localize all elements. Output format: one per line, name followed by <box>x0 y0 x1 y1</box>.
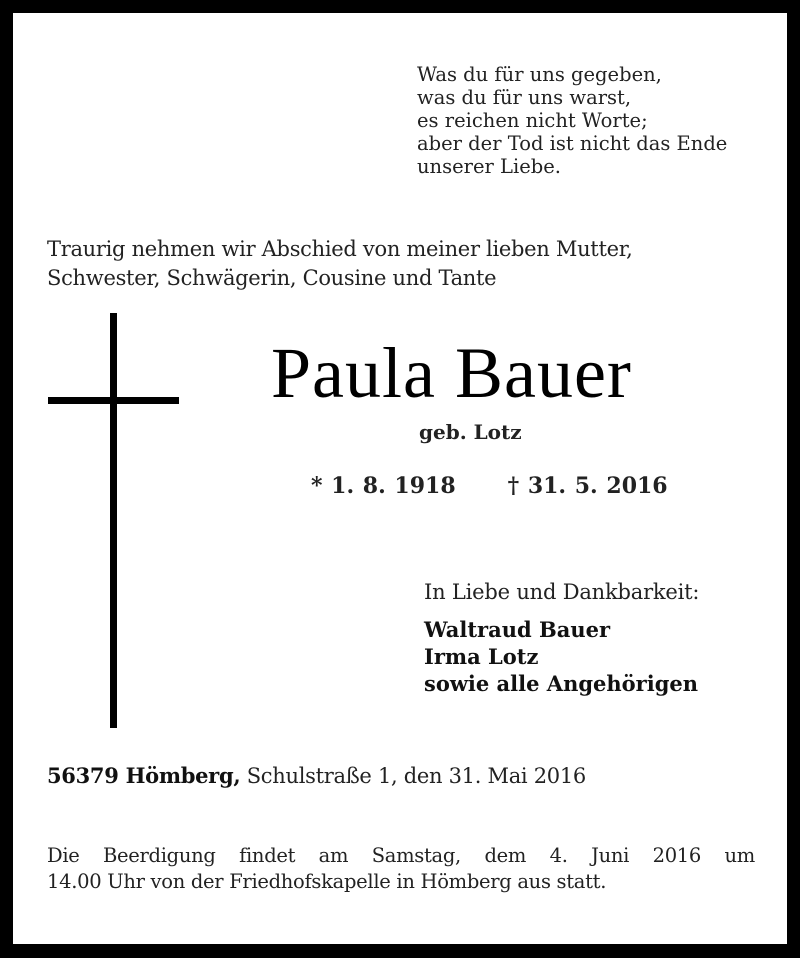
intro-line: Schwester, Schwägerin, Cousine und Tante <box>47 266 497 290</box>
poem-line: aber der Tod ist nicht das Ende <box>417 132 728 155</box>
poem-line: unserer Liebe. <box>417 155 561 178</box>
mourner: Waltraud Bauer <box>424 617 611 642</box>
mourner: Irma Lotz <box>424 644 539 669</box>
funeral-info <box>47 843 755 895</box>
birth-date: * 1. 8. 1918 <box>311 473 456 499</box>
poem-verse <box>417 63 727 178</box>
funeral-line: Die Beerdigung findet am Samstag, dem 4. Juni 2016 um <box>47 844 755 867</box>
address-line <box>47 763 586 788</box>
mourners-list <box>424 616 698 697</box>
poem-line: es reichen nicht Worte; <box>417 109 648 132</box>
address-place: 56379 Hömberg, <box>47 763 241 788</box>
funeral-line: 14.00 Uhr von der Friedhofskapelle in Hömberg aus statt. <box>47 870 607 893</box>
cross-vertical-bar <box>110 313 117 728</box>
thanks-line: In Liebe und Dankbarkeit: <box>424 580 700 604</box>
mourner: sowie alle Angehörigen <box>424 671 699 696</box>
poem-line: was du für uns warst, <box>417 86 632 109</box>
address-rest: Schulstraße 1, den 31. Mai 2016 <box>240 764 586 788</box>
obituary-notice <box>13 13 787 944</box>
poem-line: Was du für uns gegeben, <box>417 63 662 86</box>
maiden-name: geb. Lotz <box>419 420 522 444</box>
intro-line: Traurig nehmen wir Abschied von meiner lieben Mutter, <box>47 237 633 261</box>
deceased-name: Paula Bauer <box>271 333 632 413</box>
death-date: † 31. 5. 2016 <box>507 473 668 499</box>
intro-text <box>47 235 633 293</box>
cross-horizontal-bar <box>48 397 179 404</box>
life-dates <box>311 473 668 499</box>
